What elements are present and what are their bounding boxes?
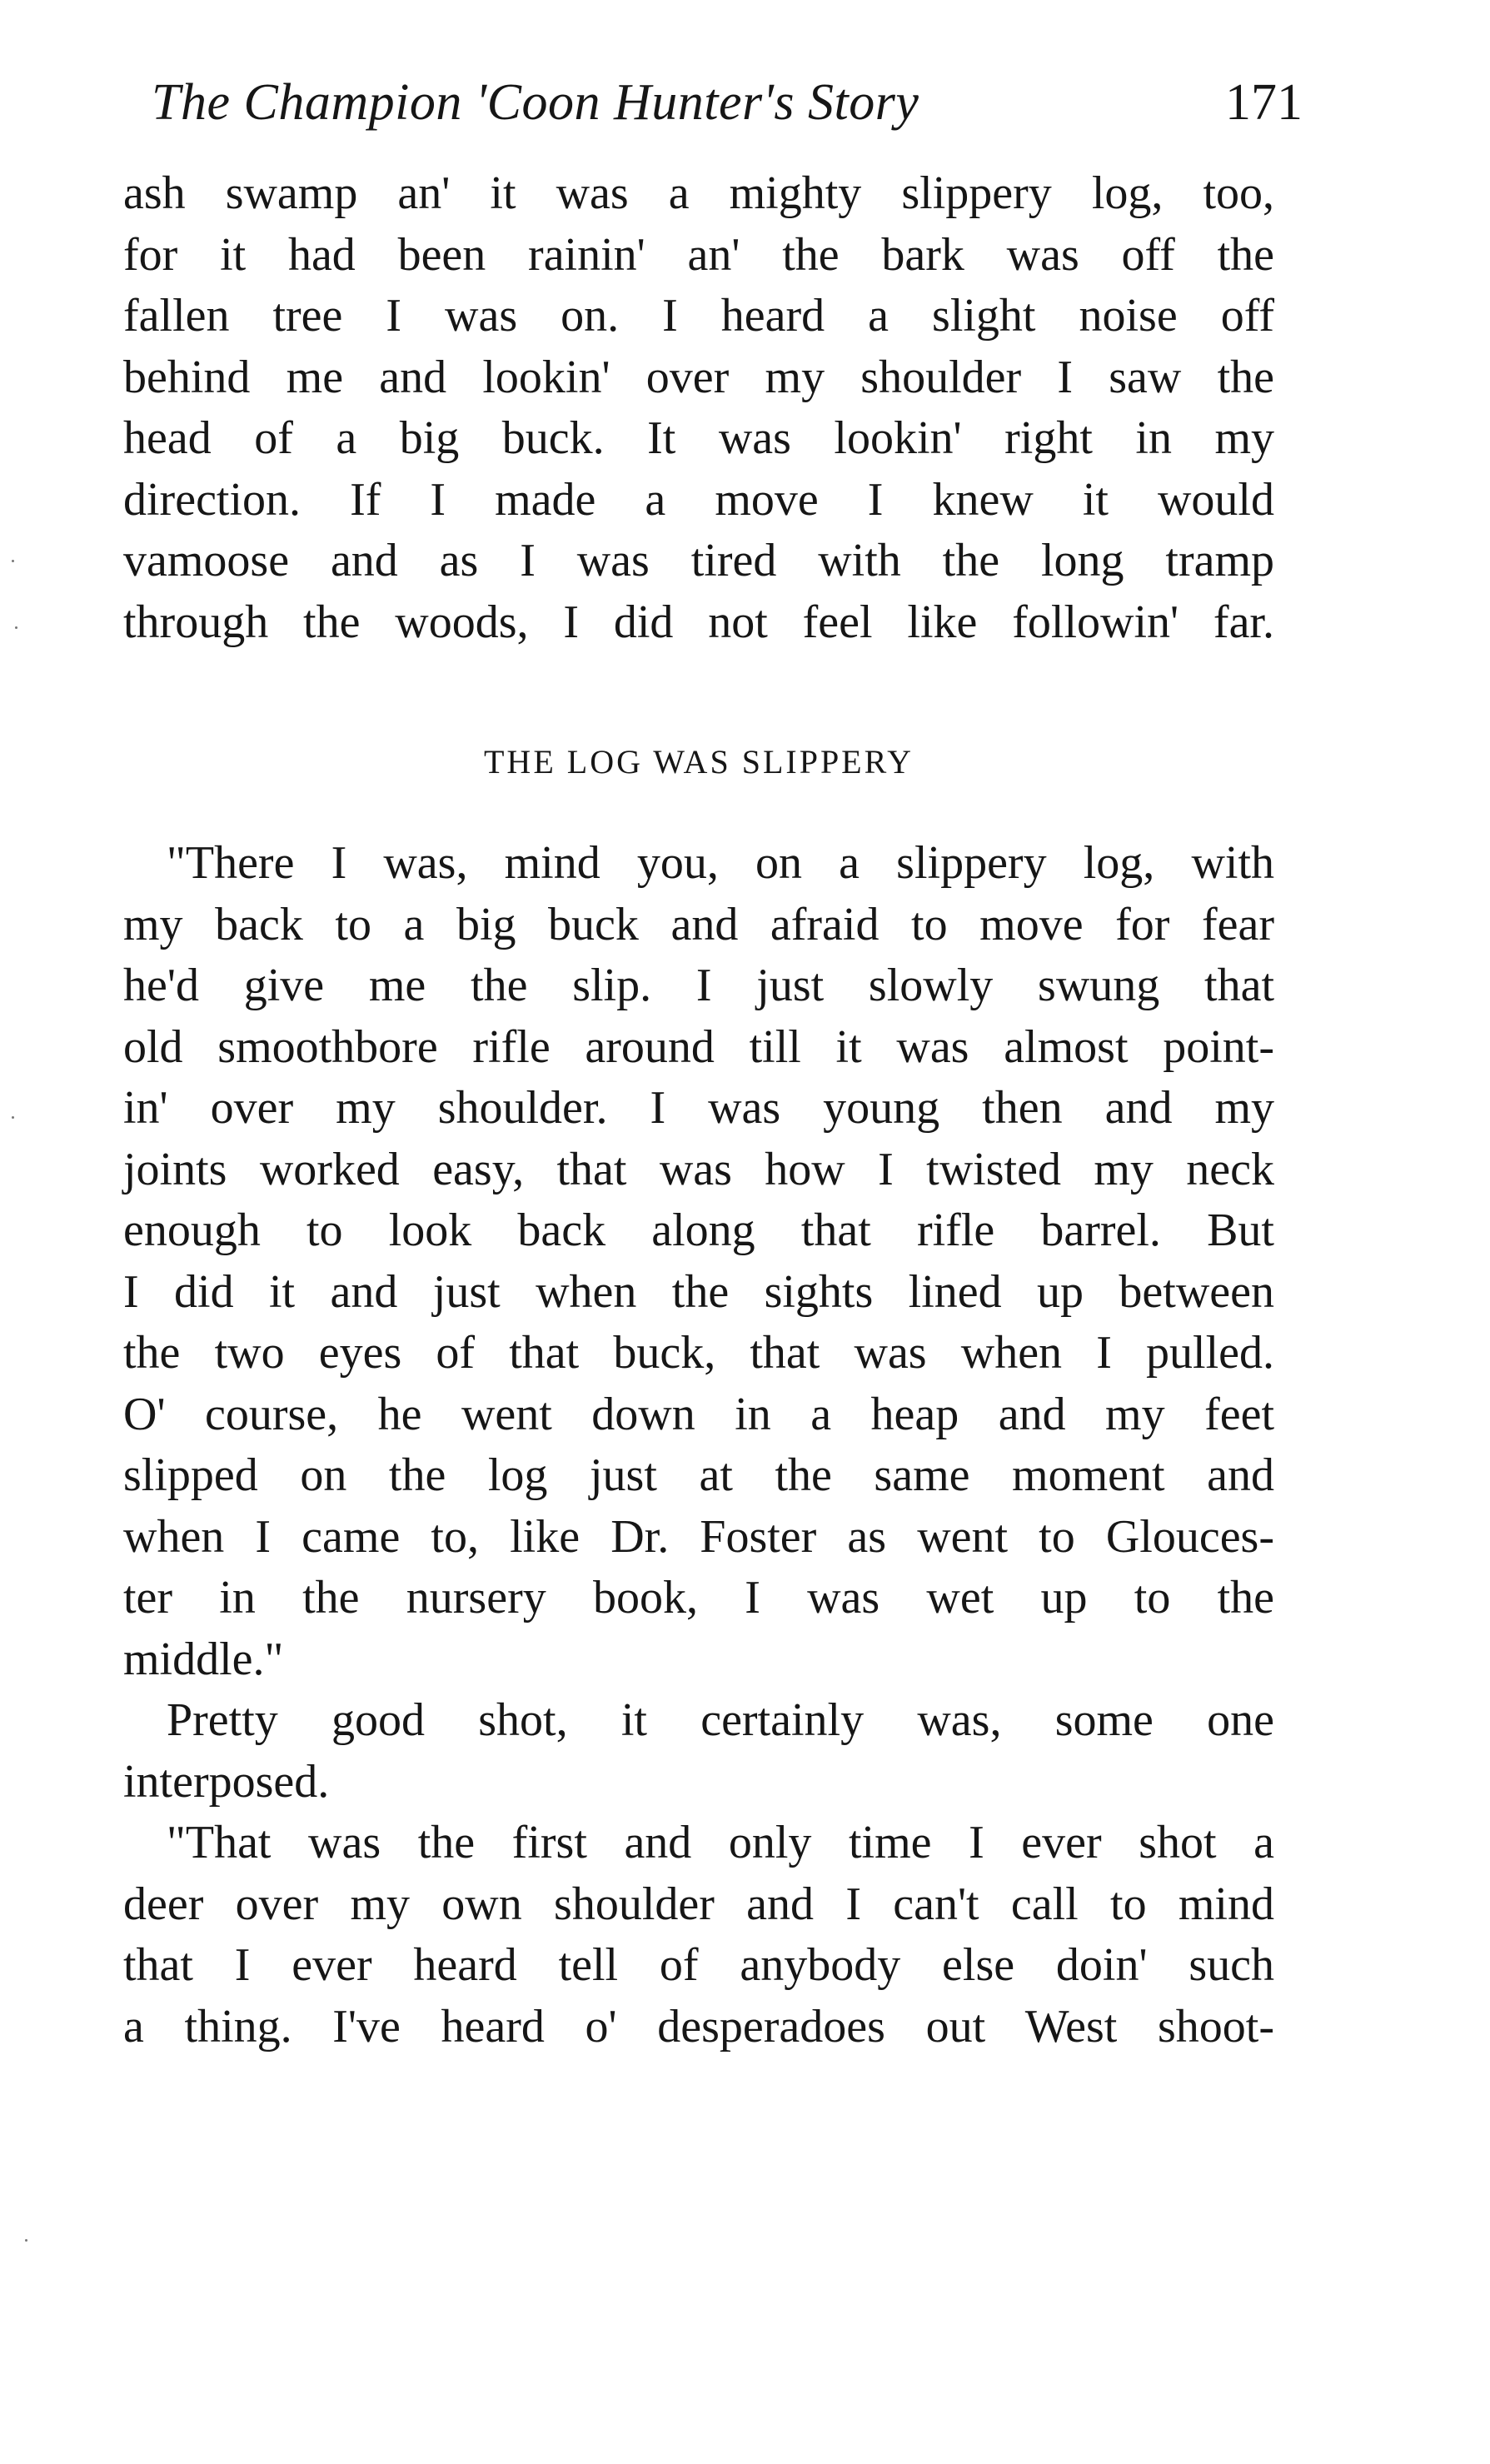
text-line: a thing. I've heard o' desperadoes out West shoot- [123,2000,1274,2053]
text-line: ash swamp an' it was a mighty slippery log, too, [123,167,1274,219]
text-line: head of a big buck. It was lookin' right in my [123,412,1274,464]
text-line: direction. If I made a move I knew it would [123,473,1274,526]
text-line: when I came to, like Dr. Foster as went to Glouces- [123,1510,1274,1563]
text-line: slipped on the log just at the same moment and [123,1449,1274,1501]
running-title: The Champion 'Coon Hunter's Story [152,74,919,131]
margin-speck [15,626,17,629]
text-line: behind me and lookin' over my shoulder I saw the [123,351,1274,403]
text-line: that I ever heard tell of anybody else doin' such [123,1939,1274,1991]
paragraph-continued [123,163,1274,653]
section-heading: THE LOG WAS SLIPPERY [484,743,914,781]
margin-speck [25,2239,27,2242]
text-line: for it had been rainin' an' the bark was off the [123,228,1274,281]
paragraph-main [123,833,1274,2057]
text-line: vamoose and as I was tired with the long tramp [123,535,1274,586]
margin-speck [12,1116,14,1119]
text-line: Pretty good shot, it certainly was, some one [167,1694,1274,1746]
text-line: "That was the first and only time I ever shot a [167,1817,1274,1868]
text-line: interposed. [123,1755,330,1808]
text-line: deer over my own shoulder and I can't call to mind [123,1878,1274,1930]
text-line: fallen tree I was on. I heard a slight noise off [123,290,1274,342]
text-line: ter in the nursery book, I was wet up to the [123,1572,1274,1624]
page-header [152,65,1303,140]
text-line: "There I was, mind you, on a slippery log, with [167,837,1274,889]
margin-speck [12,560,14,562]
text-line: middle." [123,1633,284,1685]
text-line: my back to a big buck and afraid to move for fear [123,898,1274,950]
text-line: the two eyes of that buck, that was when I pulled. [123,1327,1274,1379]
page-number: 171 [1225,74,1303,131]
text-line: enough to look back along that rifle barrel. But [123,1205,1274,1256]
text-line: O' course, he went down in a heap and my feet [123,1388,1274,1440]
text-line: through the woods, I did not feel like followin' far. [123,596,1274,648]
text-line: in' over my shoulder. I was young then and my [123,1082,1274,1134]
text-line: old smoothbore rifle around till it was almost point- [123,1020,1274,1073]
text-line: he'd give me the slip. I just slowly swung that [123,960,1274,1011]
text-line: joints worked easy, that was how I twisted my neck [123,1143,1274,1195]
text-line: I did it and just when the sights lined up between [123,1265,1274,1318]
